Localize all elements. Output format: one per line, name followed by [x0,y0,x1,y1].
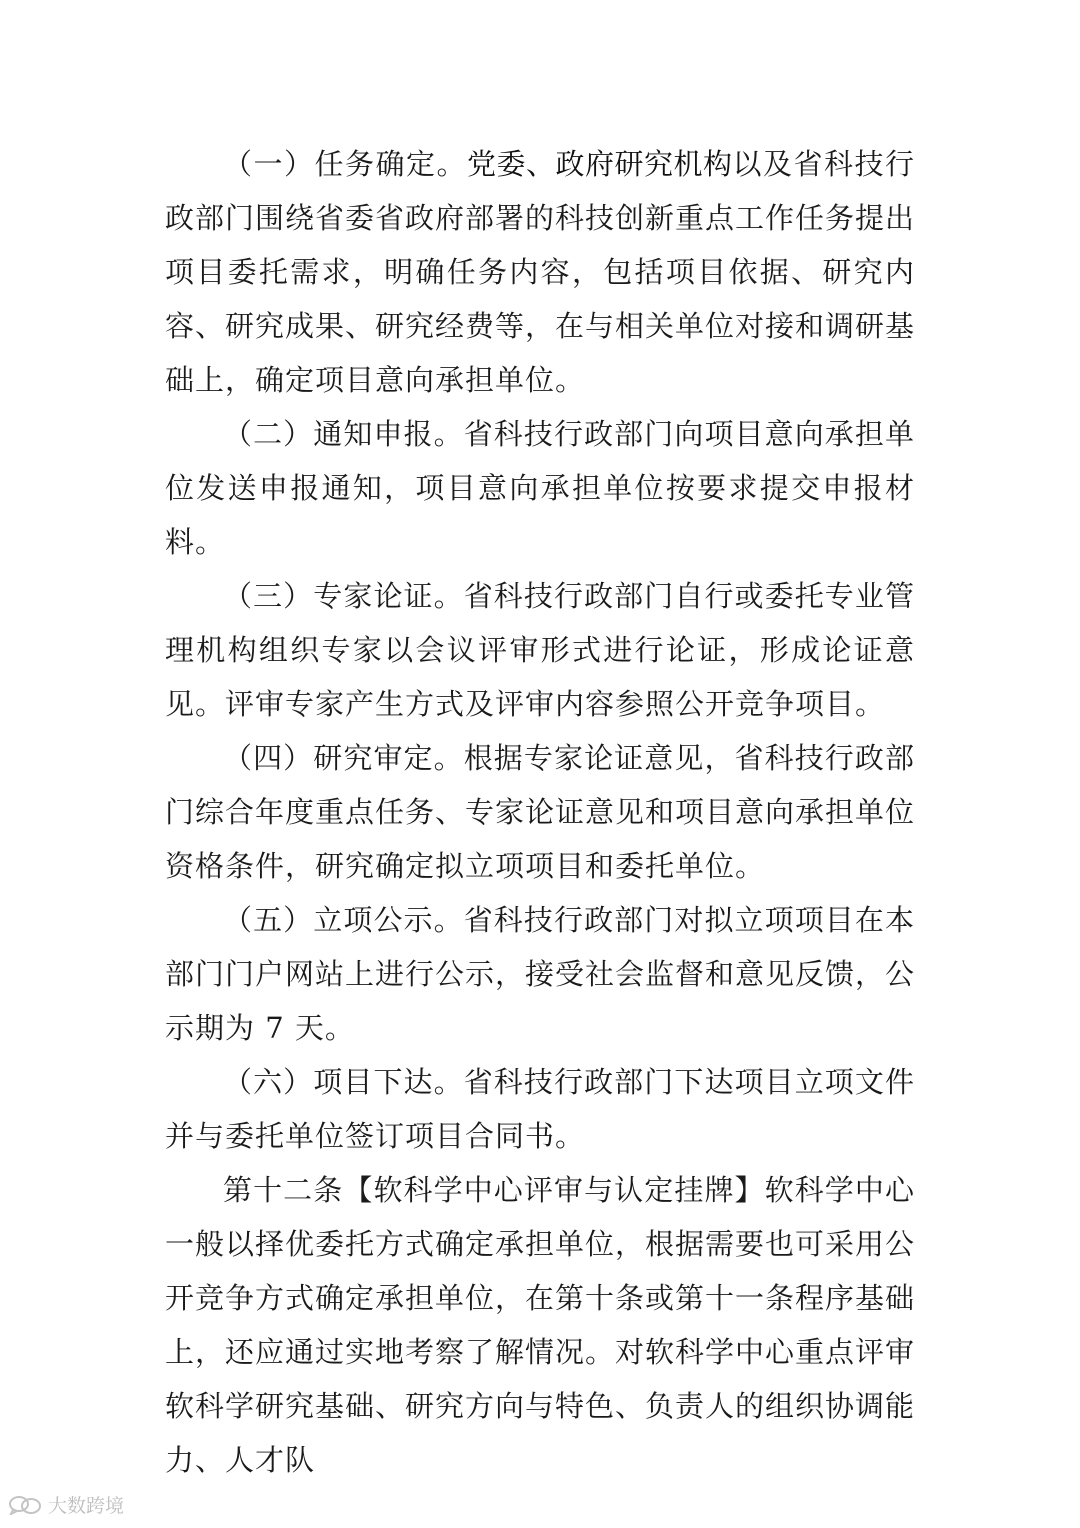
watermark [8,1491,124,1518]
highlighted-phrase: 党委、政府研究机构 [466,147,733,181]
paragraph-prefix: （一）任务确定。 [223,147,467,181]
paragraph-project-issuance: （六）项目下达。省科技行政部门下达项目立项文件并与委托单位签订项目合同书。 [165,1065,915,1153]
chat-bubbles-icon [8,1495,42,1515]
paragraph-research-approval: （四）研究审定。根据专家论证意见，省科技行政部门综合年度重点任务、专家论证意见和项目意向承担单位资格条件，研究确定拟立项项目和委托单位。 [165,741,916,883]
paragraph-notice-application: （二）通知申报。省科技行政部门向项目意向承担单位发送申报通知，项目意向承担单位按要求提交申报材料。 [165,417,915,559]
paragraph-task-determination [165,137,915,407]
paragraph-expert-review: （三）专家论证。省科技行政部门自行或委托专业管理机构组织专家以会议评审形式进行论证，形成论证意见。评审专家产生方式及评审内容参照公开竞争项目。 [165,579,915,721]
watermark-text: 大数跨境 [48,1495,125,1517]
paragraph-project-publicity: （五）立项公示。省科技行政部门对拟立项项目在本部门门户网站上进行公示，接受社会监督和意见反馈，公示期为 7 天。 [165,903,916,1045]
paragraph-article-twelve: 第十二条【软科学中心评审与认定挂牌】软科学中心一般以择优委托方式确定承担单位，根据需要也可采用公开竞争方式确定承担单位，在第十条或第十一条程序基础上，还应通过实地考察了解情况。对软科学中心重点评审软科学研究基础、研究方向与特色、负责人的组织协调能力、人才队 [165,1173,916,1477]
paragraph-rest: 以及省科技行政部门围绕省委省政府部署的科技创新重点工作任务提出项目委托需求，明确任务内容，包括项目依据、研究内容、研究成果、研究经费等，在与相关单位对接和调研基础上，确定项目意向承担单位。 [165,147,916,397]
document-body [165,137,915,1487]
